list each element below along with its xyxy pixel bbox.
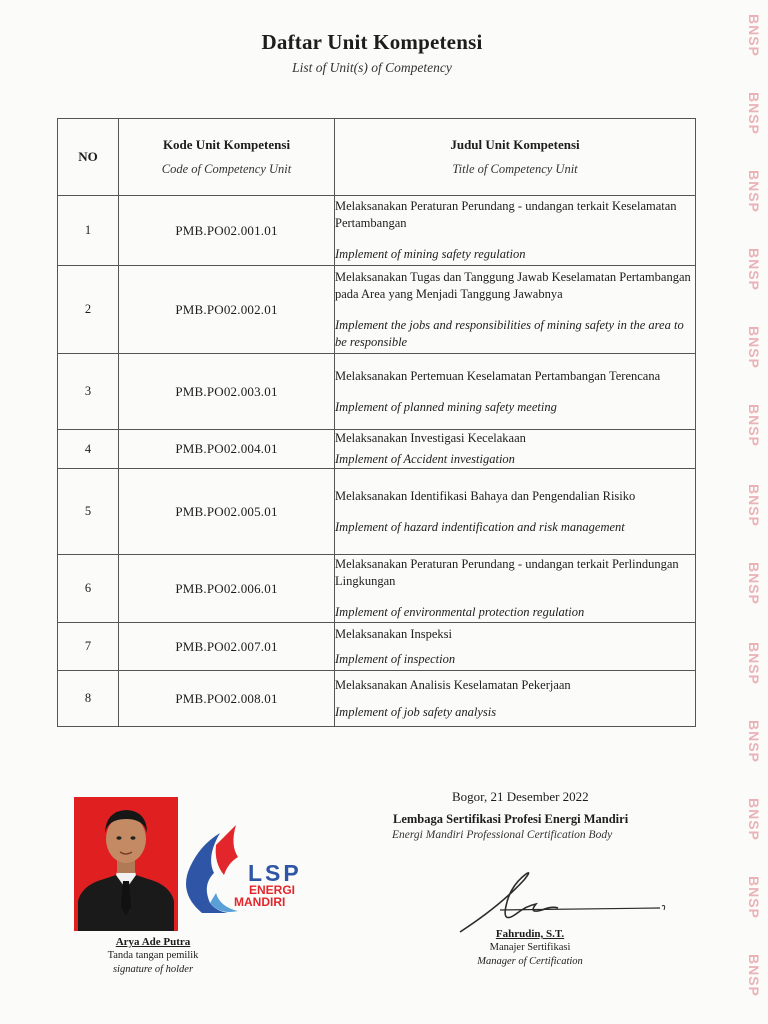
signer-role-en: Manager of Certification <box>477 956 583 967</box>
unit-title-id: Melaksanakan Tugas dan Tanggung Jawab Keselamatan Pertambangan pada Area yang Menjadi Tanggung Jawabnya <box>335 269 691 301</box>
header-code-label-en: Code of Competency Unit <box>161 162 292 176</box>
unit-title-en: Implement of mining safety regulation <box>335 247 526 261</box>
row-title <box>335 430 696 469</box>
row-title <box>335 671 696 727</box>
row-code: PMB.PO02.003.01 <box>119 354 335 430</box>
competency-units-table <box>57 118 696 727</box>
row-no: 6 <box>58 555 119 623</box>
table-row <box>58 430 696 469</box>
unit-title-en: Implement of inspection <box>335 651 456 666</box>
row-code: PMB.PO02.002.01 <box>119 266 335 354</box>
watermark-text: BNSP <box>746 14 762 57</box>
table-header-row <box>58 119 696 196</box>
unit-title-id: Melaksanakan Inspeksi <box>335 626 452 641</box>
watermark-text: BNSP <box>746 248 762 291</box>
holder-portrait <box>74 797 178 931</box>
row-title <box>335 354 696 430</box>
header-title-label-en: Title of Competency Unit <box>452 162 578 176</box>
watermark-text: BNSP <box>746 562 762 605</box>
page-title: Daftar Unit Kompetensi <box>261 30 483 54</box>
row-code: PMB.PO02.008.01 <box>119 671 335 727</box>
unit-title-en: Implement of Accident investigation <box>335 452 515 466</box>
holder-signature-label: Tanda tangan pemilik <box>107 950 199 961</box>
table-row <box>58 266 696 354</box>
row-title <box>335 623 696 671</box>
table-row <box>58 671 696 727</box>
row-code: PMB.PO02.005.01 <box>119 469 335 555</box>
row-title <box>335 469 696 555</box>
holder-photo <box>74 797 178 931</box>
row-no: 1 <box>58 196 119 266</box>
issue-place-date: Bogor, 21 Desember 2022 <box>452 789 589 804</box>
header-code-label: Kode Unit Kompetensi <box>162 137 291 152</box>
row-no: 2 <box>58 266 119 354</box>
manager-signature <box>440 866 680 936</box>
signer-name: Fahrudin, S.T. <box>495 928 565 940</box>
watermark-text: BNSP <box>746 720 762 763</box>
row-no: 4 <box>58 430 119 469</box>
table-row <box>58 469 696 555</box>
unit-title-en: Implement of environmental protection regulation <box>335 605 585 619</box>
table-row <box>58 623 696 671</box>
holder-name: Arya Ade Putra <box>115 936 191 948</box>
unit-title-id: Melaksanakan Peraturan Perundang - undangan terkait Keselamatan Pertambangan <box>335 199 677 230</box>
watermark-text: BNSP <box>746 404 762 447</box>
logo-text-energi: ENERGI <box>249 883 296 897</box>
row-no: 7 <box>58 623 119 671</box>
unit-title-en: Implement of job safety analysis <box>335 704 497 719</box>
row-no: 5 <box>58 469 119 555</box>
table-row <box>58 555 696 623</box>
watermark-text: BNSP <box>746 170 762 213</box>
header-title <box>335 119 696 196</box>
watermark-text: BNSP <box>746 642 762 685</box>
watermark-text: BNSP <box>746 484 762 527</box>
watermark-text: BNSP <box>746 92 762 135</box>
unit-title-en: Implement the jobs and responsibilities of mining safety in the area to be responsible <box>335 317 684 349</box>
row-title <box>335 266 696 354</box>
watermark-text: BNSP <box>746 798 762 841</box>
row-code: PMB.PO02.004.01 <box>119 430 335 469</box>
table-row <box>58 196 696 266</box>
unit-title-en: Implement of planned mining safety meeting <box>335 399 557 414</box>
row-no: 3 <box>58 354 119 430</box>
header-no: NO <box>58 119 119 196</box>
unit-title-id: Melaksanakan Investigasi Kecelakaan <box>335 431 526 445</box>
table-row <box>58 354 696 430</box>
issuer-name-en: Energi Mandiri Professional Certification Body <box>392 829 613 841</box>
unit-title-id: Melaksanakan Peraturan Perundang - undangan terkait Perlindungan Lingkungan <box>335 557 679 588</box>
unit-title-id: Melaksanakan Analisis Keselamatan Pekerjaan <box>335 677 571 692</box>
logo-text-lsp: LSP <box>248 860 302 886</box>
bnsp-watermark <box>732 0 762 1024</box>
lsp-logo <box>176 823 326 923</box>
watermark-text: BNSP <box>746 954 762 997</box>
issuer-name: Lembaga Sertifikasi Profesi Energi Mandiri <box>393 812 629 826</box>
page-subtitle: List of Unit(s) of Competency <box>292 60 452 75</box>
unit-title-en: Implement of hazard indentification and risk management <box>335 519 625 534</box>
row-code: PMB.PO02.007.01 <box>119 623 335 671</box>
watermark-text: BNSP <box>746 326 762 369</box>
holder-signature-label-en: signature of holder <box>112 964 194 975</box>
unit-title-id: Melaksanakan Pertemuan Keselamatan Pertambangan Terencana <box>335 368 661 383</box>
watermark-text: BNSP <box>746 876 762 919</box>
row-code: PMB.PO02.006.01 <box>119 555 335 623</box>
row-no: 8 <box>58 671 119 727</box>
header-title-label: Judul Unit Kompetensi <box>450 137 580 152</box>
signer-role: Manajer Sertifikasi <box>489 942 571 953</box>
row-title <box>335 555 696 623</box>
row-code: PMB.PO02.001.01 <box>119 196 335 266</box>
row-title <box>335 196 696 266</box>
logo-text-mandiri: MANDIRI <box>234 895 286 909</box>
unit-title-id: Melaksanakan Identifikasi Bahaya dan Pengendalian Risiko <box>335 488 636 503</box>
header-code <box>119 119 335 196</box>
